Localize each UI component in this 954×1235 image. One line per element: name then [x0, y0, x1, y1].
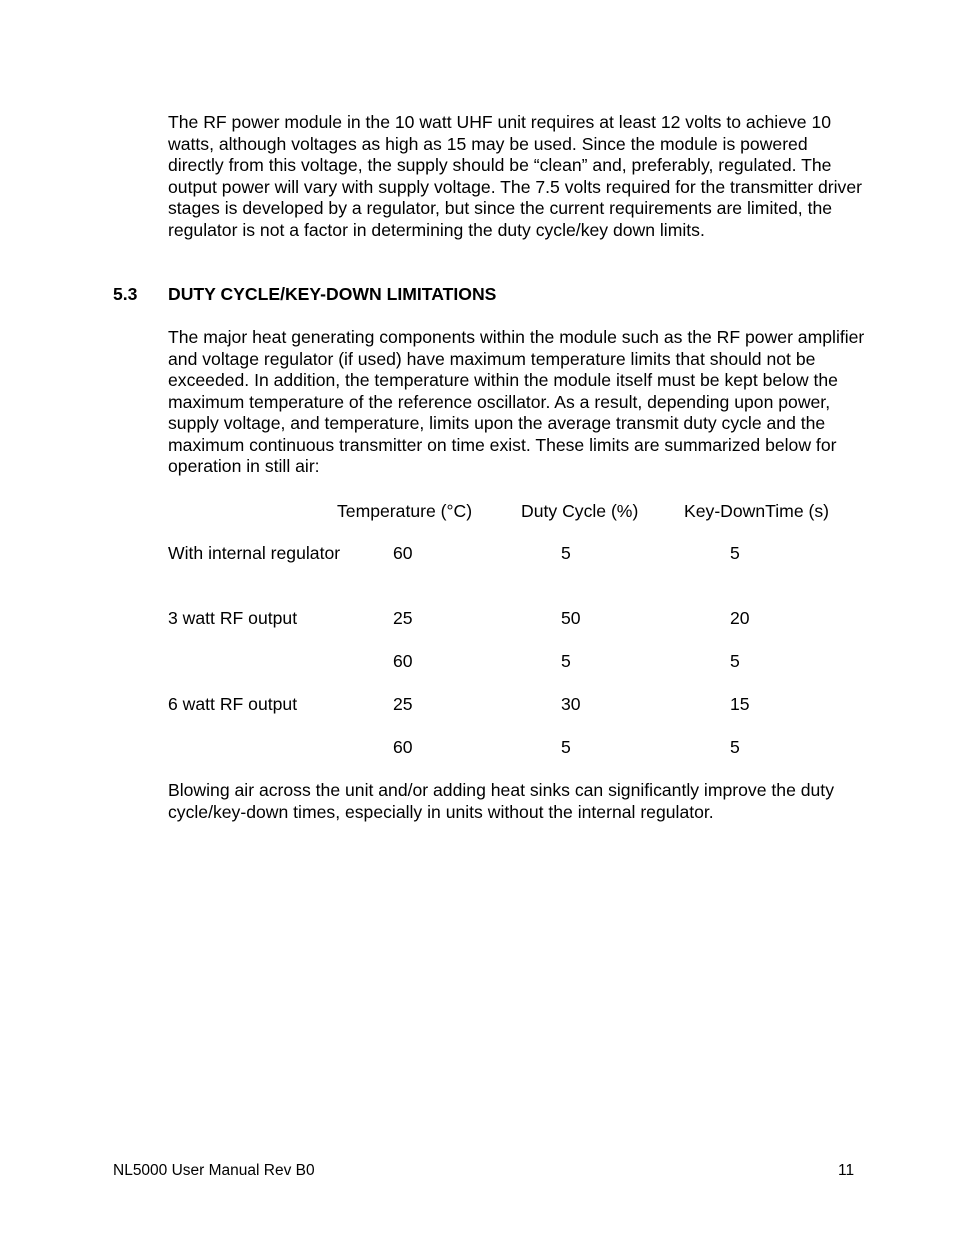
- key-down-cell: 5: [730, 737, 740, 757]
- key-down-cell: 5: [730, 651, 740, 671]
- row-label: With internal regulator: [168, 543, 341, 563]
- intro-paragraph: The RF power module in the 10 watt UHF unit requires at least 12 volts to achieve 10 watts, although voltages as high as 15 may be used. Since the module is powered directly from this voltage, the supply should be “clean” and, preferably, regulated. The output power will vary with supply voltage. The 7.5 volts required for the transmitter driver stages is developed by a regulator, but since the current requirements are limited, the regulator is not a factor in determining the duty cycle/key down limits.: [168, 112, 862, 240]
- duty-cycle-cell: 50: [561, 608, 581, 628]
- row-label: 3 watt RF output: [168, 608, 298, 628]
- duty-cycle-cell: 5: [561, 737, 571, 757]
- key-down-cell: 5: [730, 543, 740, 563]
- header-duty-cycle: Duty Cycle (%): [521, 501, 639, 521]
- temperature-cell: 60: [393, 737, 413, 757]
- key-down-cell: 15: [730, 694, 750, 714]
- footer-document-title: NL5000 User Manual Rev B0: [113, 1162, 315, 1179]
- header-temperature: Temperature (°C): [337, 501, 473, 521]
- temperature-cell: 60: [393, 543, 413, 563]
- section-body-paragraph: The major heat generating components within the module such as the RF power amplifier and voltage regulator (if used) have maximum temperature limits that should not be exceeded. In addition, the temperature within the module itself must be kept below the maximum temperature of the reference oscillator. As a result, depending upon power, supply voltage, and temperature, limits upon the average transmit duty cycle and the maximum continuous transmitter on time exist. These limits are summarized below for operation in still air:: [168, 327, 865, 476]
- temperature-cell: 25: [393, 608, 413, 628]
- key-down-cell: 20: [730, 608, 750, 628]
- closing-paragraph: Blowing air across the unit and/or adding heat sinks can significantly improve the duty cycle/key-down times, especially in units without the internal regulator.: [168, 780, 834, 822]
- section-heading: [113, 284, 496, 306]
- temperature-cell: 60: [393, 651, 413, 671]
- row-label: 6 watt RF output: [168, 694, 298, 714]
- footer-page-number: 11: [838, 1162, 855, 1179]
- section-title: DUTY CYCLE/KEY-DOWN LIMITATIONS: [168, 284, 497, 304]
- temperature-cell: 25: [393, 694, 413, 714]
- section-number: 5.3: [113, 284, 138, 304]
- header-key-down-time: Key-DownTime (s): [684, 501, 830, 521]
- duty-cycle-cell: 5: [561, 651, 571, 671]
- duty-cycle-cell: 5: [561, 543, 571, 563]
- duty-cycle-cell: 30: [561, 694, 581, 714]
